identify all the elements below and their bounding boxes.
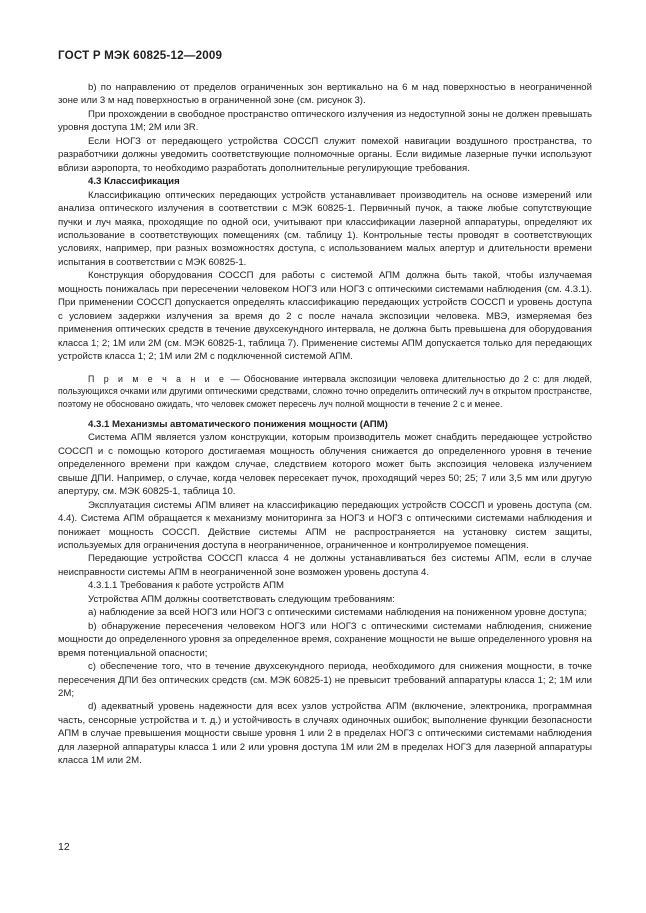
note-label: П р и м е ч а н и е	[88, 373, 227, 384]
paragraph-apm-operation: Эксплуатация системы АПМ влияет на классификацию передающих устройств СОССП и уровень доступа (см. 4.4). Система АПМ обращается к механизму мониторинга за НОГЗ и НОГЗ с оптическими системами наблюдения и понижает мощность СОССП. Действие системы АПМ не распространяется на установку систем защиты, используемых для ограничения доступа в неограниченное, ограниченное и контролируемое помещения.	[58, 499, 592, 551]
paragraph-air-navigation: Если НОГЗ от передающего устройства СОССП служит помехой навигации воздушного пространства, то разработчики должны уведомить соответствующие полномочные органы. Если видимые лазерные пучки используют вблизи аэропорта, то необходимо разработать дополнительные регулирующие требования.	[58, 135, 592, 174]
section-heading-classification: 4.3 Классификация	[88, 176, 180, 188]
paragraph-apm-system: Система АПМ является узлом конструкции, которым производитель может снабдить передающее устройство СОССП и с помощью которого достигаемая мощность облучения снижается до определенного уровня в течение определенного времени при каждом случае, следствием которого может быть экспозиция человека излучением свыше ДПИ. Например, о случае, когда человек пересекает пучок, проходящий через 50; 25; 7 или 3,5 мм или другую апертуру, см. МЭК 60825-1, таблица 10.	[58, 432, 592, 498]
note-paragraph	[58, 373, 592, 411]
paragraph-classification: Классификацию оптических передающих устройств устанавливает производитель на основе измерений или анализа оптического излучения в соответствии с МЭК 60825-1. Первичный пучок, а также любые сопутствующие пучки и луч маяка, проходящие по одной оси, учитывают при классификации лазерной аппаратуры, определяют их использование в соответствующих помещениях (см. таблицу 1). Контрольные тесты проводят в соответствующих условиях, например, при разных возможностях доступа, с использованием малых апертур и длительности времени испытания в соответствии с МЭК 60825-1.	[58, 189, 592, 268]
document-header: ГОСТ Р МЭК 60825-12—2009	[58, 49, 223, 62]
paragraph-requirements-intro: Устройства АПМ должны соответствовать следующим требованиям:	[88, 593, 395, 605]
list-item-b: b) обнаружение пересечения человеком НОГЗ или НОГЗ с оптическими системами наблюдения, снижение мощности до определенного уровня за определенное время, сохранение мощности не выше определенного уровня на время потенциальной опасности;	[58, 620, 592, 659]
subsection-heading-apm-requirements: 4.3.1.1 Требования к работе устройств АПМ	[88, 580, 285, 592]
note-text: — Обоснование интервала экспозиции человека длительностью до 2 с: для людей, пользующихся очками или другими оптическими средствами, сложно точно определить оптический луч в открытом пространстве, поэтому не обосновано ожидать, что человек сможет пересечь луч полной мощности в течение 2 с и менее.	[58, 373, 593, 410]
document-body	[58, 81, 592, 768]
page-number: 12	[58, 841, 70, 853]
paragraph-class-4: Передающие устройства СОССП класса 4 не должны устанавливаться без системы АПМ, если в случае неисправности системы АПМ в неограниченной зоне возможен уровень доступа 4.	[58, 553, 592, 578]
paragraph-equipment-design: Конструкция оборудования СОССП для работы с системой АПМ должна быть такой, чтобы излучаемая мощность понижалась при пересечении человеком НОГЗ или НОГЗ с оптическими системами наблюдения (см. 4.3.1). При применении СОССП допускается определять классификацию передающих устройств СОССП и уровень доступа с условием задержки излучения за время до 2 с после начала экспозиции человека. МВЭ, измеряемая без применения оптических средств в течение двухсекундного интервала, не должна быть превышена для оборудования класса 1; 2; 1М или 2М (см. МЭК 60825-1, таблица 7). Применение системы АПМ допускается только для передающих устройств класса 1; 2; 1М или 2М с подключенной системой АПМ.	[58, 270, 592, 363]
list-item-d: d) адекватный уровень надежности для всех узлов устройства АПМ (включение, электроника, программная часть, сенсорные устройства и т. д.) и устойчивость в случаях одиночных ошибок; выполнение функции безопасности АПМ в случае превышения мощности свыше уровня 1 или 2 в пределах НОГЗ с оптическими системами наблюдения для лазерной аппаратуры класса 1 или 2 или уровня доступа 1М или 2М в пределах НОГЗ для лазерной аппаратуры класса 1М или 2М.	[58, 701, 592, 767]
list-item-a: а) наблюдение за всей НОГЗ или НОГЗ с оптическими системами наблюдения на пониженном уровне доступа;	[88, 607, 587, 619]
paragraph-free-space: При прохождении в свободное пространство оптического излучения из недоступной зоны не должен превышать уровня доступа 1М; 2М или 3R.	[58, 108, 592, 134]
section-heading-apm: 4.3.1 Механизмы автоматического понижения мощности (АПМ)	[88, 418, 388, 430]
paragraph-b-vertical-limits: b) по направлению от пределов ограниченных зон вертикально на 6 м над поверхностью в неограниченной зоне или 3 м над поверхностью в ограниченной зоне (см. рисунок 3).	[58, 82, 592, 107]
list-item-c: с) обеспечение того, что в течение двухсекундного периода, необходимого для снижения мощности, в точке пересечения ДПИ без оптических средств (см. МЭК 60825-1) не превысит требований аппаратуры класса 1; 2; 1М или 2М;	[58, 661, 592, 699]
